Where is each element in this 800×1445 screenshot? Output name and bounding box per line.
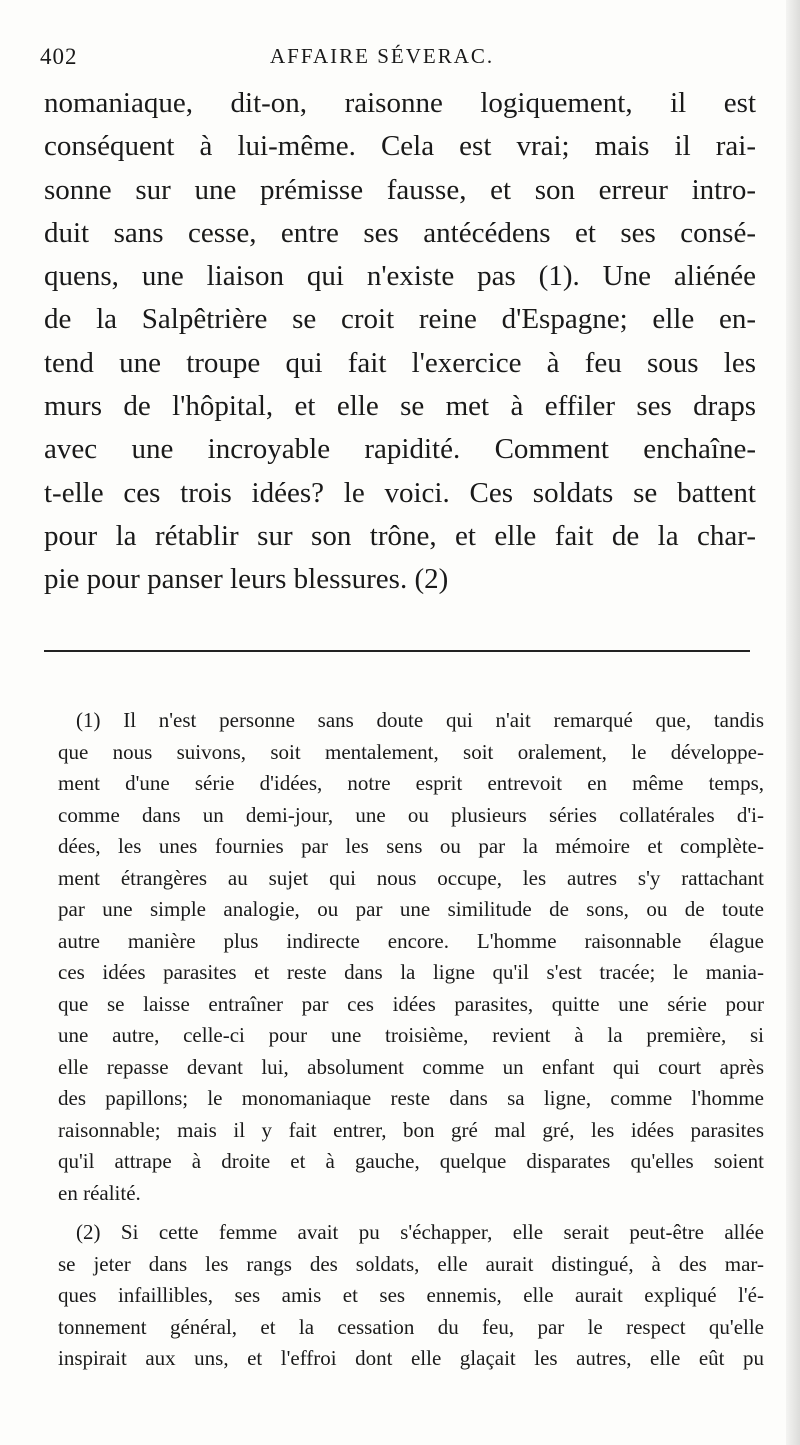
main-text-line: tend une troupe qui fait l'exercice à feu sous les bbox=[44, 346, 756, 379]
footnote-line: se jeter dans les rangs des soldats, elle aurait distingué, à des mar- bbox=[58, 1251, 764, 1276]
footnote-line: en réalité. bbox=[58, 1180, 141, 1205]
footnote-line: des papillons; le monomaniaque reste dans sa ligne, comme l'homme bbox=[58, 1086, 764, 1110]
footnote-1 bbox=[58, 705, 764, 1209]
page-edge-shadow bbox=[786, 0, 800, 1445]
main-text-line: duit sans cesse, entre ses antécédens et ses consé- bbox=[44, 216, 756, 249]
main-text-line: quens, une liaison qui n'existe pas (1). Une aliénée bbox=[44, 260, 756, 293]
footnote-line: autre manière plus indirecte encore. L'homme raisonnable élague bbox=[58, 928, 764, 953]
main-text-line: sonne sur une prémisse fausse, et son erreur intro- bbox=[44, 173, 756, 206]
main-text-line: nomaniaque, dit-on, raisonne logiquement, il est bbox=[44, 87, 756, 119]
footnote-separator-rule bbox=[44, 650, 750, 652]
footnote-line: une autre, celle-ci pour une troisième, revient à la première, si bbox=[58, 1023, 764, 1047]
footnote-line: comme dans un demi-jour, une ou plusieurs séries collatérales d'i- bbox=[58, 802, 764, 827]
footnote-line: ques infaillibles, ses amis et ses ennemis, elle aurait expliqué l'é- bbox=[58, 1283, 764, 1307]
footnote-line: dées, les unes fournies par les sens ou par la mémoire et complète- bbox=[58, 834, 764, 858]
main-text-line: pour la rétablir sur son trône, et elle fait de la char- bbox=[44, 519, 756, 552]
main-text-line: de la Salpêtrière se croit reine d'Espagne; elle en- bbox=[44, 303, 756, 336]
footnote-line: elle repasse devant lui, absolument comme un enfant qui court après bbox=[58, 1054, 764, 1079]
running-head bbox=[40, 40, 740, 80]
footnote-line: qu'il attrape à droite et à gauche, quelque disparates qu'elles soient bbox=[58, 1149, 764, 1173]
footnote-gap bbox=[58, 1209, 764, 1217]
footnote-line: ces idées parasites et reste dans la ligne qu'il s'est tracée; le mania- bbox=[58, 960, 764, 984]
running-title: AFFAIRE SÉVERAC. bbox=[270, 44, 495, 68]
footnote-line: par une simple analogie, ou par une similitude de sons, ou de toute bbox=[58, 897, 764, 921]
main-text-line: avec une incroyable rapidité. Comment enchaîne- bbox=[44, 433, 756, 466]
main-text-line: t-elle ces trois idées? le voici. Ces soldats se battent bbox=[44, 476, 756, 509]
main-text-block bbox=[44, 82, 756, 602]
footnote-line: que nous suivons, soit mentalement, soit oralement, le développe- bbox=[58, 739, 764, 764]
footnotes-block bbox=[58, 705, 764, 1375]
footnote-line: ment étrangères au sujet qui nous occupe, les autres s'y rattachant bbox=[58, 865, 764, 890]
page-number: 402 bbox=[40, 44, 78, 69]
main-text-line: conséquent à lui-même. Cela est vrai; mais il rai- bbox=[44, 130, 756, 163]
footnote-line: (1) Il n'est personne sans doute qui n'ait remarqué que, tandis bbox=[76, 708, 764, 732]
footnote-line: inspirait aux uns, et l'effroi dont elle glaçait les autres, elle eût pu bbox=[58, 1346, 764, 1370]
footnote-line: (2) Si cette femme avait pu s'échapper, elle serait peut-être allée bbox=[76, 1220, 764, 1244]
footnote-line: que se laisse entraîner par ces idées parasites, quitte une série pour bbox=[58, 991, 764, 1016]
footnote-2 bbox=[58, 1217, 764, 1375]
footnote-line: ment d'une série d'idées, notre esprit entrevoit en même temps, bbox=[58, 771, 764, 795]
main-text-line: pie pour panser leurs blessures. (2) bbox=[44, 563, 449, 596]
footnote-line: raisonnable; mais il y fait entrer, bon gré mal gré, les idées parasites bbox=[58, 1117, 764, 1142]
main-text-line: murs de l'hôpital, et elle se met à effiler ses draps bbox=[44, 390, 756, 423]
footnote-line: tonnement général, et la cessation du feu, par le respect qu'elle bbox=[58, 1314, 764, 1339]
